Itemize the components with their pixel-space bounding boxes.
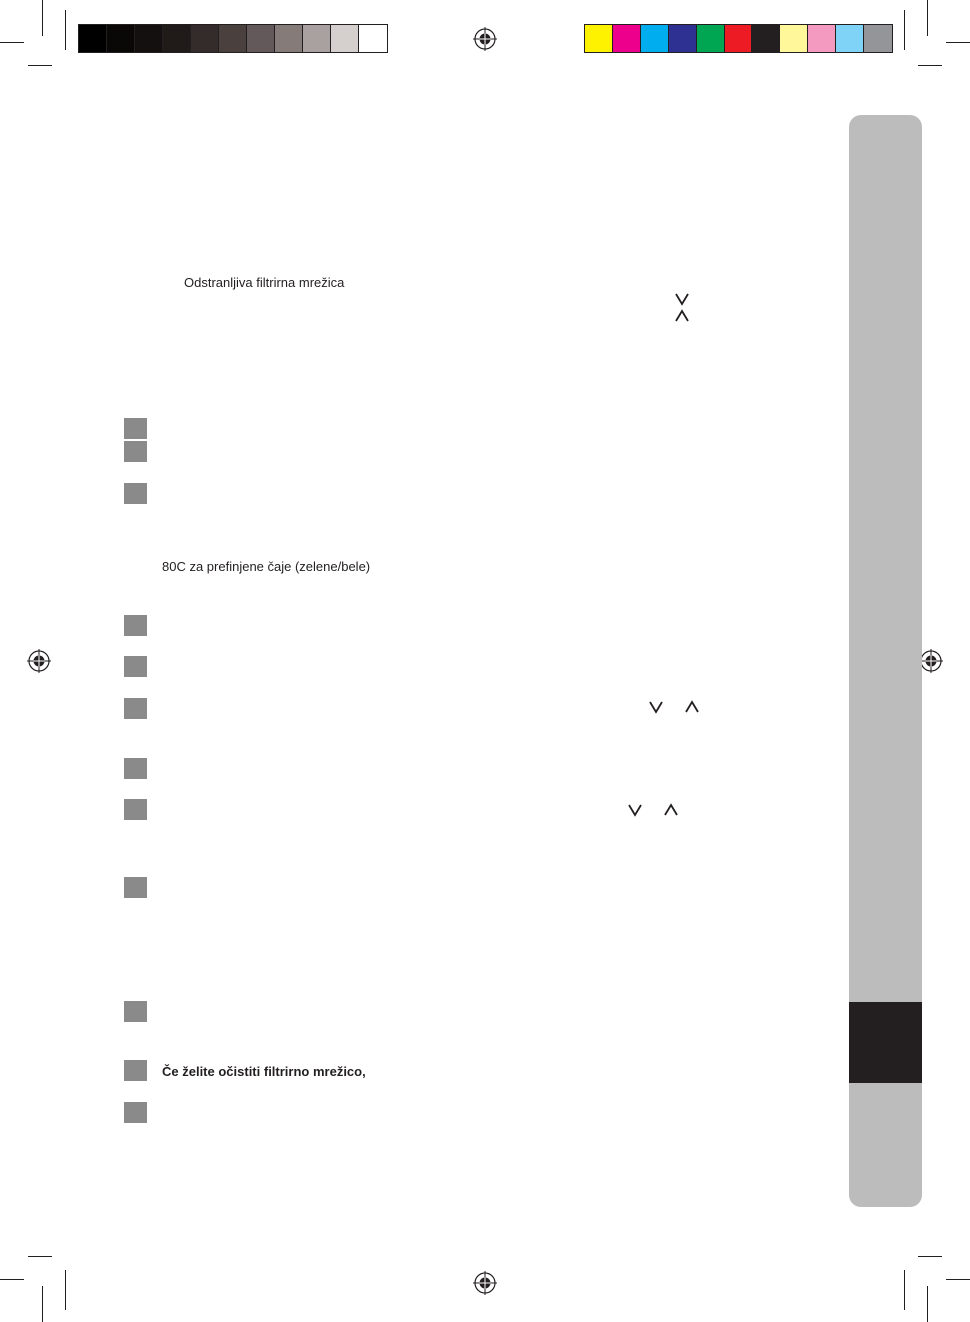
color-swatch bbox=[247, 25, 275, 52]
clean-filter-heading: Če želite očistiti filtrirno mrežico, bbox=[162, 1064, 366, 1079]
temperature-note: 80C za prefinjene čaje (zelene/bele) bbox=[162, 559, 371, 574]
registration-mark-icon bbox=[27, 649, 51, 673]
color-swatch bbox=[135, 25, 163, 52]
color-swatch bbox=[219, 25, 247, 52]
step-marker bbox=[124, 656, 147, 677]
color-swatch bbox=[669, 25, 697, 52]
color-swatch bbox=[864, 25, 892, 52]
crop-mark bbox=[0, 1279, 24, 1280]
crop-mark bbox=[927, 0, 928, 36]
color-swatch bbox=[641, 25, 669, 52]
color-swatch bbox=[697, 25, 725, 52]
color-swatch bbox=[613, 25, 641, 52]
crop-mark bbox=[946, 1279, 970, 1280]
chevron-down-icon bbox=[673, 292, 691, 306]
crop-mark bbox=[927, 1286, 928, 1322]
color-swatch bbox=[359, 25, 387, 52]
color-swatch bbox=[303, 25, 331, 52]
color-swatch bbox=[725, 25, 753, 52]
step-marker bbox=[124, 799, 147, 820]
step-marker bbox=[124, 877, 147, 898]
crop-mark bbox=[918, 65, 942, 66]
step-marker bbox=[124, 1102, 147, 1123]
chevron-up-icon bbox=[673, 309, 691, 323]
crop-mark bbox=[28, 65, 52, 66]
step-marker bbox=[124, 441, 147, 462]
chevron-up-icon bbox=[662, 803, 680, 817]
color-swatch bbox=[275, 25, 303, 52]
crop-mark bbox=[918, 1256, 942, 1257]
crop-mark bbox=[904, 10, 905, 50]
color-swatch bbox=[191, 25, 219, 52]
step-marker bbox=[124, 1060, 147, 1081]
registration-mark-icon bbox=[473, 27, 497, 51]
color-swatch bbox=[585, 25, 613, 52]
crop-mark bbox=[42, 0, 43, 36]
color-swatch bbox=[780, 25, 808, 52]
step-marker bbox=[124, 615, 147, 636]
filter-label: Odstranljiva filtrirna mrežica bbox=[184, 275, 345, 290]
crop-mark bbox=[904, 1270, 905, 1310]
chevron-down-icon bbox=[626, 803, 644, 817]
process-color-bar bbox=[584, 24, 893, 53]
step-marker bbox=[124, 418, 147, 439]
crop-mark bbox=[946, 42, 970, 43]
step-marker bbox=[124, 698, 147, 719]
crop-mark bbox=[28, 1256, 52, 1257]
step-marker bbox=[124, 483, 147, 504]
step-marker bbox=[124, 1001, 147, 1022]
grayscale-color-bar bbox=[78, 24, 388, 53]
color-swatch bbox=[808, 25, 836, 52]
color-swatch bbox=[79, 25, 107, 52]
registration-mark-icon bbox=[473, 1271, 497, 1295]
color-swatch bbox=[752, 25, 780, 52]
color-swatch bbox=[163, 25, 191, 52]
side-tab-active-marker bbox=[849, 1002, 922, 1083]
color-swatch bbox=[836, 25, 864, 52]
chevron-down-icon bbox=[647, 700, 665, 714]
color-swatch bbox=[107, 25, 135, 52]
crop-mark bbox=[42, 1286, 43, 1322]
color-swatch bbox=[331, 25, 359, 52]
step-marker bbox=[124, 758, 147, 779]
crop-mark bbox=[65, 1270, 66, 1310]
crop-mark bbox=[0, 42, 24, 43]
registration-mark-icon bbox=[919, 649, 943, 673]
crop-mark bbox=[65, 10, 66, 50]
chevron-up-icon bbox=[683, 700, 701, 714]
